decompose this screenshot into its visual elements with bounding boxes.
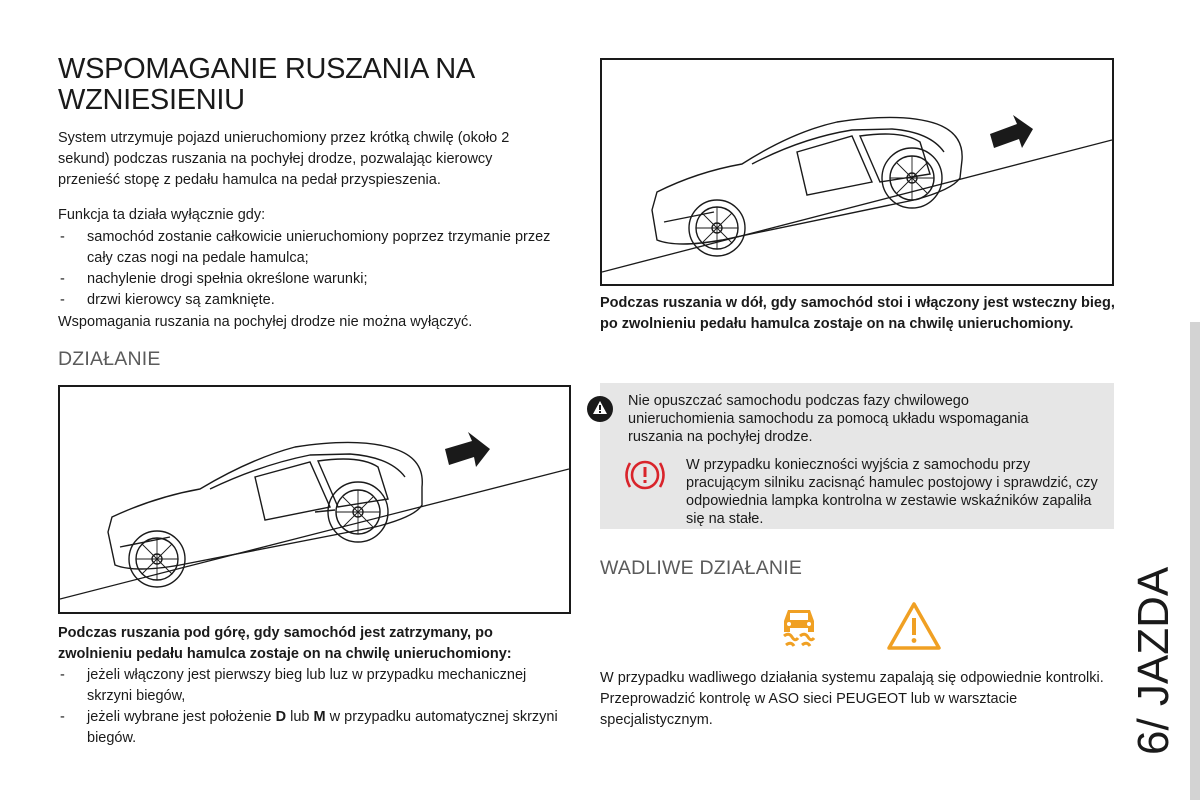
chapter-tab	[1190, 322, 1200, 800]
list-item: - drzwi kierowcy są zamknięte.	[58, 290, 563, 311]
gear-d-label: D	[275, 709, 287, 725]
conditions-list	[58, 227, 563, 311]
section-heading-fault: WADLIWE DZIAŁANIE	[600, 557, 803, 579]
downhill-illustration	[600, 58, 1114, 286]
section-heading-operation: DZIAŁANIE	[58, 348, 161, 370]
uphill-caption: Podczas ruszania pod górę, gdy samochód jest zatrzymany, po zwolnieniu pedału hamulca zostaje on na chwilę unieruchomiony:	[58, 625, 512, 662]
uphill-illustration	[58, 385, 571, 614]
skid-warning-icon	[778, 604, 820, 650]
car-body	[108, 442, 422, 569]
uphill-car-drawing	[60, 387, 569, 612]
brake-warning-icon	[622, 455, 668, 495]
warning-text: Nie opuszczać samochodu podczas fazy chwilowego unieruchomienia samochodu za pomocą układu wspomagania ruszania na pochyłej drodze.	[628, 393, 1029, 445]
info-warning-icon	[586, 395, 614, 423]
triangle-warning-icon	[886, 600, 942, 652]
chapter-label-container	[1128, 566, 1180, 755]
downhill-car-drawing	[602, 60, 1112, 284]
intro-paragraph: System utrzymuje pojazd unieruchomiony przez krótką chwilę (około 2 sekund) podczas ruszania na pochyłej drodze, pozwalając kierowcy przenieść stopę z pedału hamulca na pedał przyspieszenia.	[58, 130, 510, 188]
downhill-caption: Podczas ruszania w dół, gdy samochód stoi i włączony jest wsteczny bieg, po zwolnieniu pedału hamulca zostaje on na chwilę unieruchomiony.	[600, 295, 1115, 332]
list-item-prefix: jeżeli wybrane jest położenie	[87, 709, 276, 725]
list-item: - nachylenie drogi spełnia określone warunki;	[58, 269, 563, 290]
page-title: WSPOMAGANIE RUSZANIA NA WZNIESIENIU	[58, 53, 474, 116]
arrow-icon	[990, 115, 1033, 148]
chapter-label: 6/ JAZDA	[1129, 566, 1178, 755]
arrow-icon	[445, 432, 490, 467]
uphill-list	[58, 665, 568, 749]
list-item: - samochód zostanie całkowicie unieruchomiony poprzez trzymanie przez cały czas nogi na pedale hamulca;	[58, 227, 563, 269]
list-item: - jeżeli włączony jest pierwszy bieg lub luz w przypadku mechanicznej skrzyni biegów,	[58, 665, 568, 707]
conditions-intro: Funkcja ta działa wyłącznie gdy:	[58, 207, 266, 223]
fault-text: W przypadku wadliwego działania systemu zapalają się odpowiednie kontrolki. Przeprowadzić kontrolę w ASO sieci PEUGEOT lub w warsztacie specjalistycznym.	[600, 670, 1104, 728]
list-item	[58, 707, 568, 749]
list-item-suffix: w przypadku automatycznej skrzyni biegów.	[87, 709, 558, 746]
road-line	[60, 469, 569, 599]
list-item-mid: lub	[286, 709, 314, 725]
road-line	[602, 140, 1112, 272]
brake-text: W przypadku konieczności wyjścia z samochodu przy pracującym silniku zacisnąć hamulec postojowy i sprawdzić, czy odpowiednia lampka kontrolna w zestawie wskaźników zapaliła się na stałe.	[686, 457, 1098, 527]
cannot-disable-text: Wspomagania ruszania na pochyłej drodze nie można wyłączyć.	[58, 314, 473, 330]
gear-m-label: M	[313, 709, 326, 725]
